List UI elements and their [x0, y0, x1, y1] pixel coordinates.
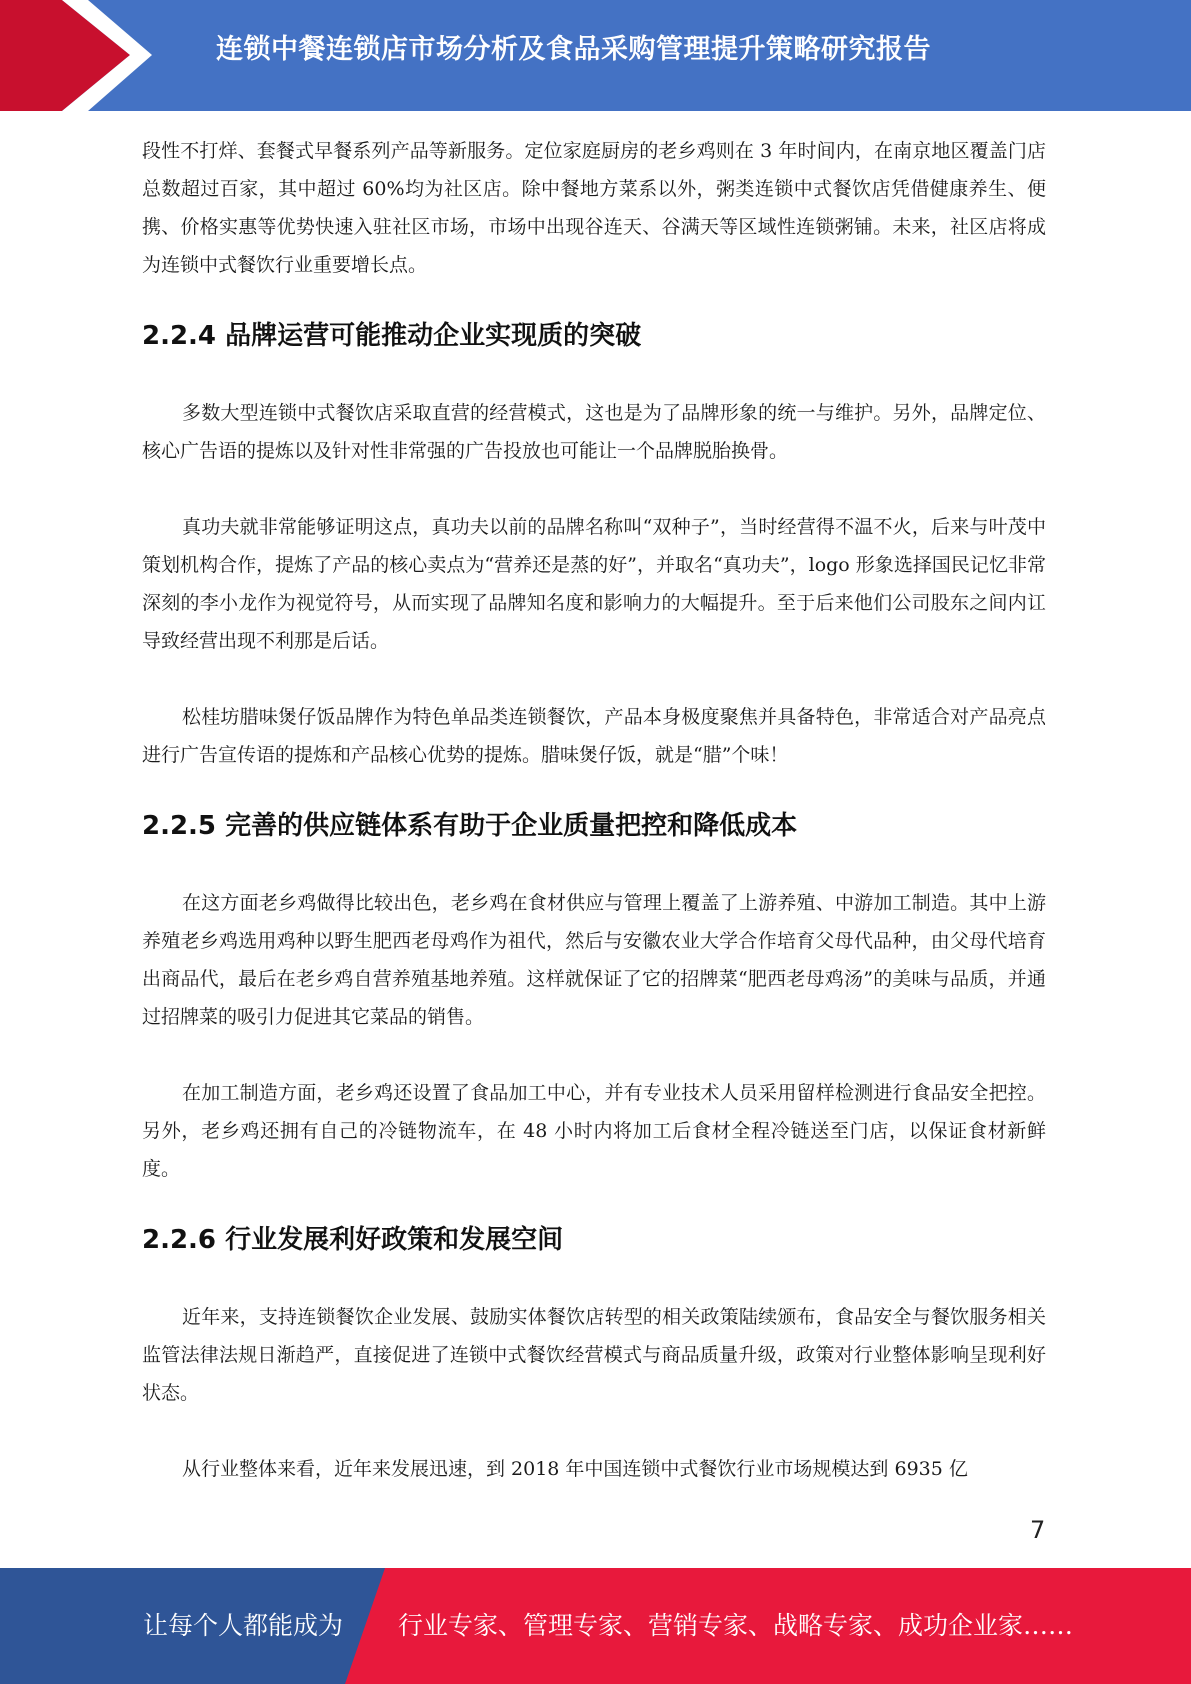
paragraph: 多数大型连锁中式餐饮店采取直营的经营模式，这也是为了品牌形象的统一与维护。另外，品牌定位、核心广告语的提炼以及针对性非常强的广告投放也可能让一个品牌脱胎换骨。	[142, 402, 1046, 462]
section-heading-2-2-5: 2.2.5 完善的供应链体系有助于企业质量把控和降低成本	[142, 811, 798, 841]
paragraph: 段性不打烊、套餐式早餐系列产品等新服务。定位家庭厨房的老乡鸡则在 3 年时间内，在南京地区覆盖门店总数超过百家，其中超过 60%均为社区店。除中餐地方菜系以外，粥类连锁中式餐饮店凭借健康养生、便携、价格实惠等优势快速入驻社区市场，市场中出现谷连天、谷满天等区域性连锁粥铺。未来，社区店将成为连锁中式餐饮行业重要增长点。	[142, 140, 1046, 276]
page-number: 7	[1030, 1516, 1046, 1544]
paragraph: 从行业整体来看，近年来发展迅速，到 2018 年中国连锁中式餐饮行业市场规模达到 6935 亿	[182, 1458, 968, 1480]
header-title: 连锁中餐连锁店市场分析及食品采购管理提升策略研究报告	[216, 34, 931, 65]
footer-slogan-right: 行业专家、管理专家、营销专家、战略专家、成功企业家……	[398, 1611, 1074, 1640]
document-body	[142, 132, 1046, 1488]
paragraph: 松桂坊腊味煲仔饭品牌作为特色单品类连锁餐饮，产品本身极度聚焦并具备特色，非常适合对产品亮点进行广告宣传语的提炼和产品核心优势的提炼。腊味煲仔饭，就是“腊”个味！	[142, 706, 1046, 766]
header-chevron-decoration	[0, 0, 160, 111]
page-header	[0, 0, 1191, 111]
paragraph: 在加工制造方面，老乡鸡还设置了食品加工中心，并有专业技术人员采用留样检测进行食品安全把控。另外，老乡鸡还拥有自己的冷链物流车，在 48 小时内将加工后食材全程冷链送至门店，以保证食材新鲜度。	[142, 1082, 1046, 1180]
section-heading-2-2-6: 2.2.6 行业发展利好政策和发展空间	[142, 1225, 564, 1255]
page-footer	[0, 1568, 1191, 1684]
footer-slogan-left: 让每个人都能成为	[143, 1611, 344, 1640]
paragraph: 真功夫就非常能够证明这点，真功夫以前的品牌名称叫“双种子”，当时经营得不温不火，后来与叶茂中策划机构合作，提炼了产品的核心卖点为“营养还是蒸的好”，并取名“真功夫”，logo 形象选择国民记忆非常深刻的李小龙作为视觉符号，从而实现了品牌知名度和影响力的大幅提升。至于后来他们公司股东之间内讧导致经营出现不利那是后话。	[142, 516, 1046, 652]
paragraph: 近年来，支持连锁餐饮企业发展、鼓励实体餐饮店转型的相关政策陆续颁布，食品安全与餐饮服务相关监管法律法规日渐趋严，直接促进了连锁中式餐饮经营模式与商品质量升级，政策对行业整体影响呈现利好状态。	[142, 1306, 1046, 1404]
section-heading-2-2-4: 2.2.4 品牌运营可能推动企业实现质的突破	[142, 321, 642, 351]
paragraph: 在这方面老乡鸡做得比较出色，老乡鸡在食材供应与管理上覆盖了上游养殖、中游加工制造。其中上游养殖老乡鸡选用鸡种以野生肥西老母鸡作为祖代，然后与安徽农业大学合作培育父母代品种，由父母代培育出商品代，最后在老乡鸡自营养殖基地养殖。这样就保证了它的招牌菜“肥西老母鸡汤”的美味与品质，并通过招牌菜的吸引力促进其它菜品的销售。	[142, 892, 1046, 1028]
